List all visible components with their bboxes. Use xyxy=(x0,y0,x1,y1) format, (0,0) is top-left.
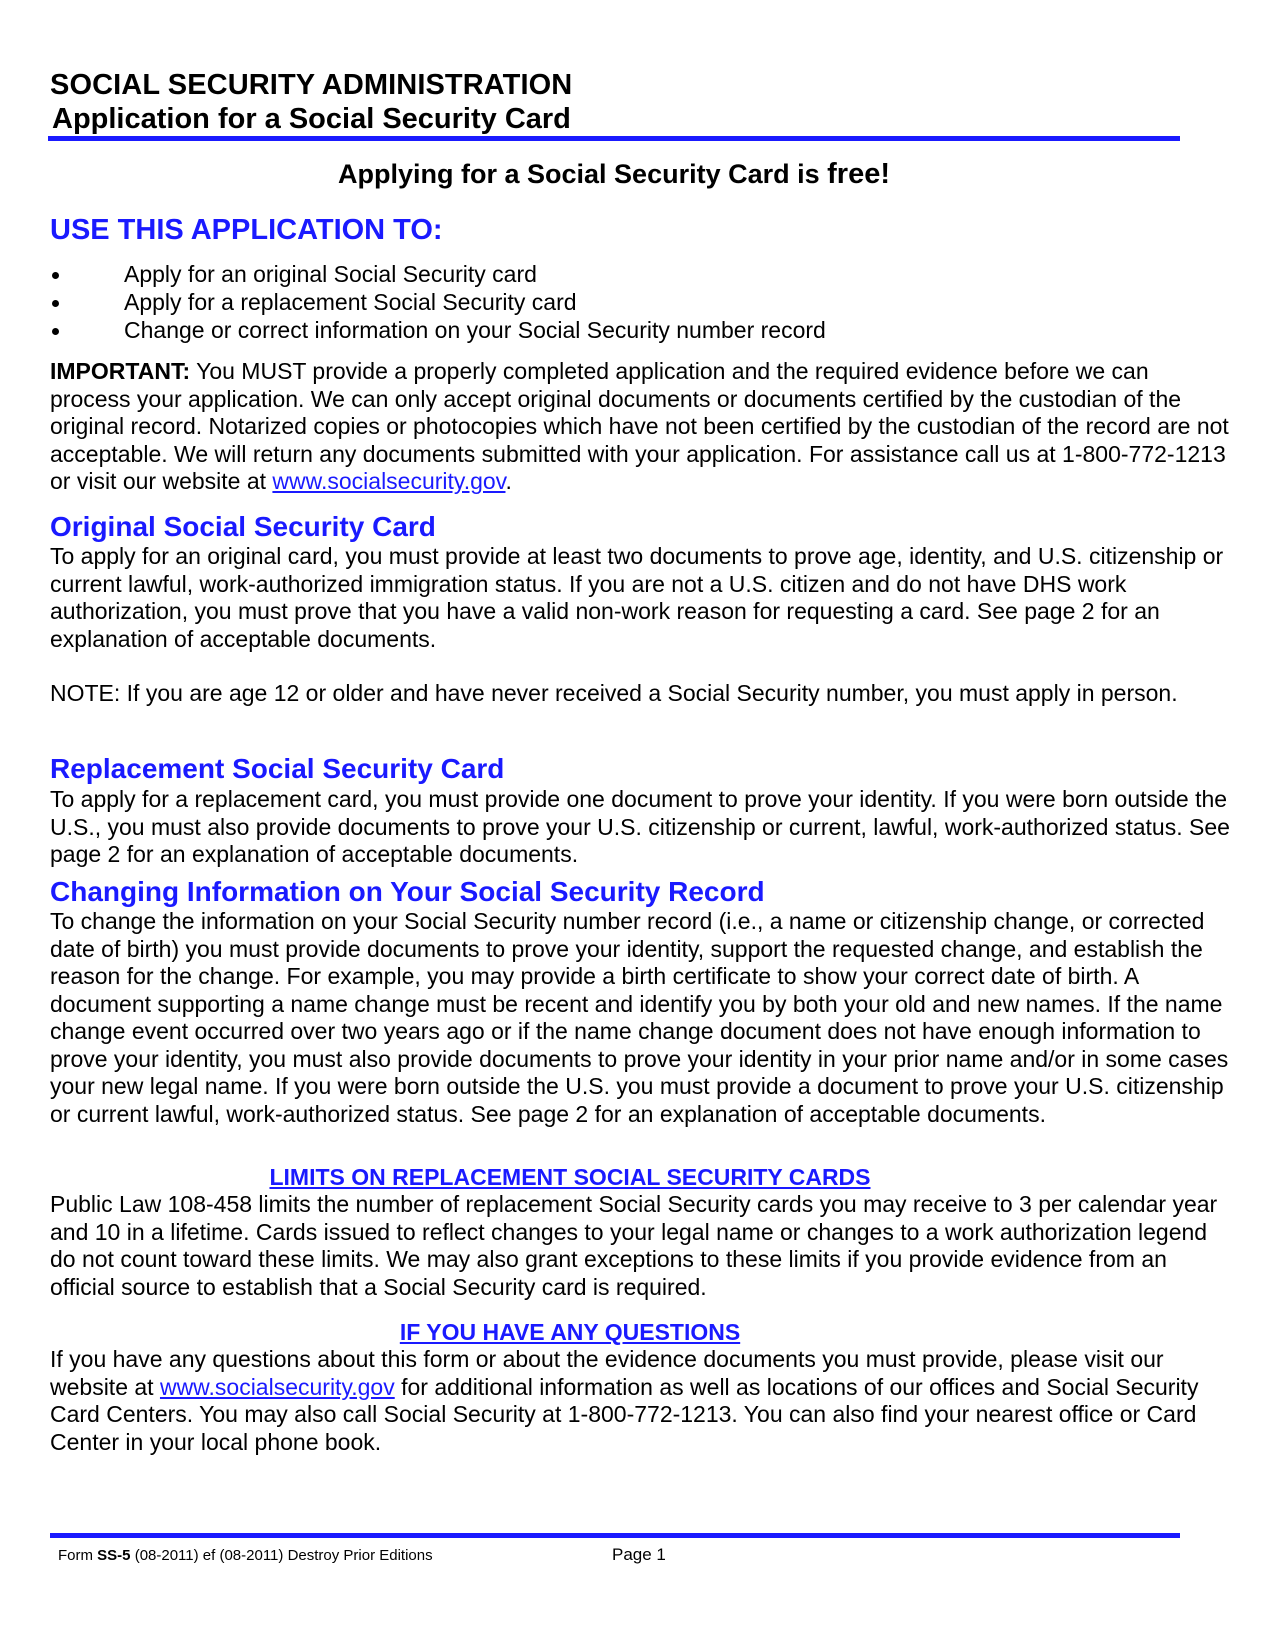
limits-body: Public Law 108-458 limits the number of replacement Social Security cards you may receive to 3 per calendar year and 10 in a lifetime. Cards issued to reflect changes to your legal name or changes to a work authorization legend do not count toward these limits. We may also grant exceptions to these limits if you provide evidence from an official source to establish that a Social Security card is required. xyxy=(50,1191,1218,1300)
free-notice xyxy=(0,158,1228,190)
questions-body xyxy=(50,1346,1230,1456)
list-item xyxy=(50,288,826,316)
agency-name: SOCIAL SECURITY ADMINISTRATION xyxy=(50,69,573,101)
list-item-text: Apply for an original Social Security card xyxy=(124,261,537,287)
title-divider xyxy=(48,136,1180,141)
bullet-icon xyxy=(52,272,59,279)
website-link[interactable]: www.socialsecurity.gov xyxy=(272,468,506,494)
form-prefix: Form xyxy=(58,1547,98,1564)
footer-divider xyxy=(50,1533,1180,1538)
important-label: IMPORTANT: xyxy=(50,358,191,384)
replacement-card-body: To apply for a replacement card, you must provide one document to prove your identity. If you were born outside the U.S., you must also provide documents to prove your U.S. citizenship or current, lawful, work-authorized status. See page 2 for an explanation of acceptable documents. xyxy=(50,786,1230,867)
changing-info-heading: Changing Information on Your Social Security Record xyxy=(50,876,765,907)
list-item xyxy=(50,260,826,288)
bullet-icon xyxy=(52,328,59,335)
list-item xyxy=(50,316,826,344)
changing-info-body: To change the information on your Social Security number record (i.e., a name or citizenship change, or corrected date of birth) you must provide documents to prove your identity, support the requested change, and establish the reason for the change. For example, you may provide a birth certificate to show your correct date of birth. A document supporting a name change must be recent and identify you by both your old and new names. If the name change event occurred over two years ago or if the name change document does not have enough information to prove your identity, you must also provide documents to prove your identity in your prior name and/or in some cases your new legal name. If you were born outside the U.S. you must provide a document to prove your U.S. citizenship or current lawful, work-authorized status. See page 2 for an explanation of acceptable documents. xyxy=(50,908,1229,1127)
important-text: You MUST provide a properly completed application and the required evidence before we can process your application. We can only accept original documents or documents certified by the custodian of the original record. Notarized copies or photocopies which have not been certified by the custodian of the record are not acceptable. We will return any documents submitted with your application. For assistance call us at 1-800-772-1213 or visit our website at xyxy=(50,358,1229,494)
use-application-heading: USE THIS APPLICATION TO: xyxy=(50,214,443,246)
form-suffix: (08-2011) ef (08-2011) Destroy Prior Editions xyxy=(130,1547,433,1564)
bullet-icon xyxy=(52,300,59,307)
form-id: SS-5 xyxy=(97,1547,131,1564)
important-end: . xyxy=(505,468,512,494)
important-paragraph xyxy=(50,358,1230,496)
replacement-card-heading: Replacement Social Security Card xyxy=(50,753,505,784)
use-application-list xyxy=(50,260,826,344)
original-card-heading: Original Social Security Card xyxy=(50,511,436,542)
questions-text-end: for additional information as well as locations of our offices and Social Security Card Centers. You may also call Social Security at 1-800-772-1213. You can also find your nearest office or Card Center in your local phone book. xyxy=(50,1373,1199,1455)
page-number: Page 1 xyxy=(612,1545,666,1564)
questions-heading: IF YOU HAVE ANY QUESTIONS xyxy=(399,1319,741,1345)
list-item-text: Change or correct information on your Social Security number record xyxy=(124,317,826,343)
original-card-body: To apply for an original card, you must provide at least two documents to prove age, identity, and U.S. citizenship or current lawful, work-authorized immigration status. If you are not a U.S. citizen and do not have DHS work authorization, you must prove that you have a valid non-work reason for requesting a card. See page 2 for an explanation of acceptable documents. xyxy=(50,543,1224,652)
original-card-note: NOTE: If you are age 12 or older and have never received a Social Security number, you must apply in person. xyxy=(50,680,1178,706)
free-notice-word: free! xyxy=(827,158,890,190)
free-notice-text: Applying for a Social Security Card is xyxy=(338,159,828,189)
questions-text-start: If you have any questions about this form or about the evidence documents you must provide, please visit our website at xyxy=(50,1346,1164,1400)
limits-heading: LIMITS ON REPLACEMENT SOCIAL SECURITY CARDS xyxy=(269,1164,871,1190)
form-edition xyxy=(58,1547,433,1565)
list-item-text: Apply for a replacement Social Security card xyxy=(124,289,577,315)
form-title: Application for a Social Security Card xyxy=(52,103,571,135)
website-link[interactable]: www.socialsecurity.gov xyxy=(159,1373,395,1400)
